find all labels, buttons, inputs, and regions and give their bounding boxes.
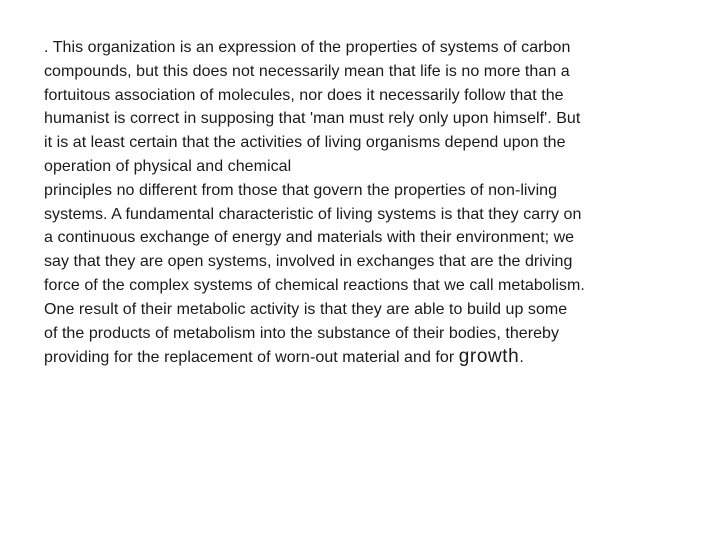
text-line-2: compounds, but this does not necessarily mean that life is no more than a <box>44 62 570 80</box>
emphasized-word: growth <box>458 346 520 368</box>
text-line-14-body: providing for the replacement of worn-out material and for <box>44 349 459 367</box>
text-line-5: it is at least certain that the activities of living organisms depend upon the <box>44 134 566 152</box>
text-line-6: operation of physical and chemical <box>44 157 292 175</box>
final-punctuation: . <box>519 349 524 367</box>
text-line-3: fortuitous association of molecules, nor does it necessarily follow that the <box>44 86 564 104</box>
text-line-4: humanist is correct in supposing that 'man must rely only upon himself'. But <box>44 110 581 128</box>
text-line-7: principles no different from those that govern the properties of non-living <box>44 181 558 199</box>
body-paragraph <box>44 36 684 370</box>
text-line-1: . This organization is an expression of the properties of systems of carbon <box>44 39 571 56</box>
text-line-13: of the products of metabolism into the substance of their bodies, thereby <box>44 324 560 342</box>
text-line-12: One result of their metabolic activity is that they are able to build up some <box>44 300 568 318</box>
text-line-10: say that they are open systems, involved in exchanges that are the driving <box>44 253 573 271</box>
text-line-14 <box>44 345 684 370</box>
text-line-9: a continuous exchange of energy and materials with their environment; we <box>44 229 575 247</box>
text-line-8: systems. A fundamental characteristic of living systems is that they carry on <box>44 205 582 223</box>
text-line-11: force of the complex systems of chemical reactions that we call metabolism. <box>44 276 585 294</box>
